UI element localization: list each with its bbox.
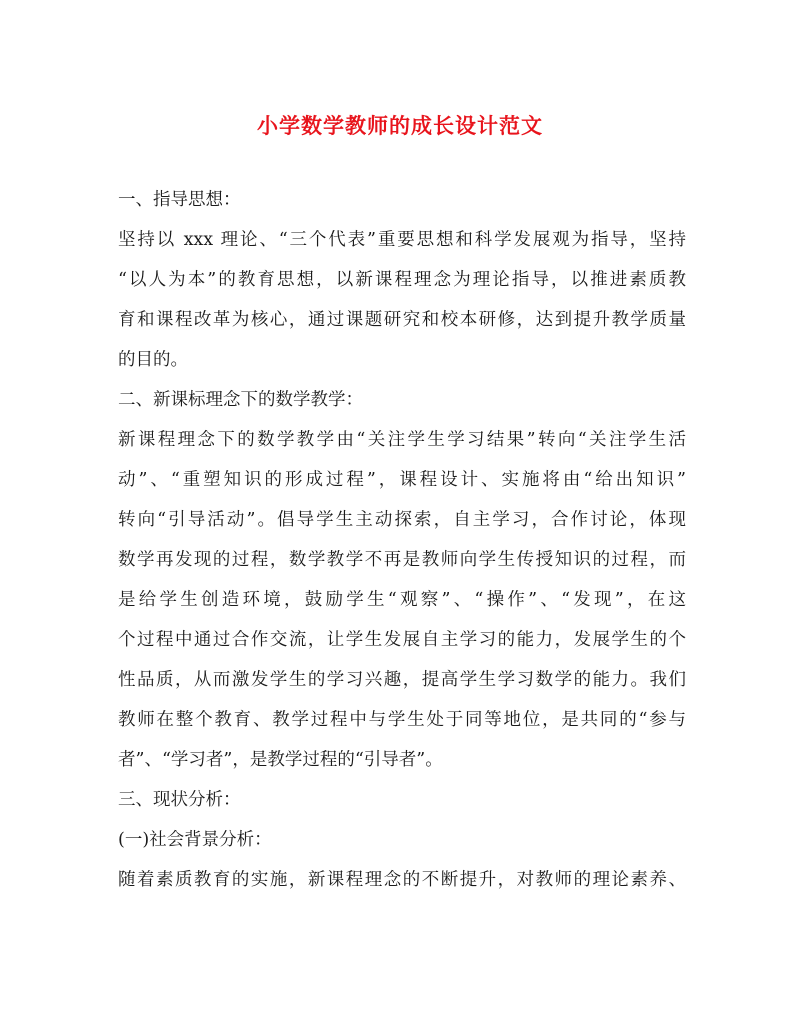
body-text-line: “以人为本”的教育思想，以新课程理念为理论指导，以推进素质教 <box>118 270 686 290</box>
body-text-line: 二、新课标理念下的数学教学： <box>118 390 363 410</box>
body-text-line: 三、现状分析： <box>118 790 241 810</box>
body-text-line: 个过程中通过合作交流，让学生发展自主学习的能力，发展学生的个 <box>118 630 686 650</box>
body-text-line: 的目的。 <box>118 350 188 370</box>
body-text-line: 一、指导思想： <box>118 190 241 210</box>
body-text-line: 转向“引导活动”。倡导学生主动探索，自主学习，合作讨论，体现 <box>118 510 686 530</box>
body-text-line: 育和课程改革为核心，通过课题研究和校本研修，达到提升教学质量 <box>118 310 686 330</box>
body-text-line: 者”、“学习者”，是教学过程的“引导者”。 <box>118 750 443 770</box>
body-text-line: 教师在整个教育、教学过程中与学生处于同等地位，是共同的“参与 <box>118 710 686 730</box>
document-body <box>118 180 686 900</box>
body-text-line: 随着素质教育的实施，新课程理念的不断提升，对教师的理论素养、 <box>118 870 686 890</box>
body-text-line: 是给学生创造环境，鼓励学生“观察”、“操作”、“发现”，在这 <box>118 590 686 610</box>
document-title: 小学数学教师的成长设计范文 <box>257 113 543 138</box>
body-text-line: 新课程理念下的数学教学由“关注学生学习结果”转向“关注学生活 <box>118 430 686 450</box>
body-text-line: 数学再发现的过程，数学教学不再是教师向学生传授知识的过程，而 <box>118 550 686 570</box>
body-text-line: (一)社会背景分析： <box>118 830 272 850</box>
body-text-line: 动”、“重塑知识的形成过程”，课程设计、实施将由“给出知识” <box>118 470 686 490</box>
body-text-line: 性品质，从而激发学生的学习兴趣，提高学生学习数学的能力。我们 <box>118 670 686 690</box>
body-text-line: 坚持以 xxx 理论、“三个代表”重要思想和科学发展观为指导，坚持 <box>118 230 686 250</box>
